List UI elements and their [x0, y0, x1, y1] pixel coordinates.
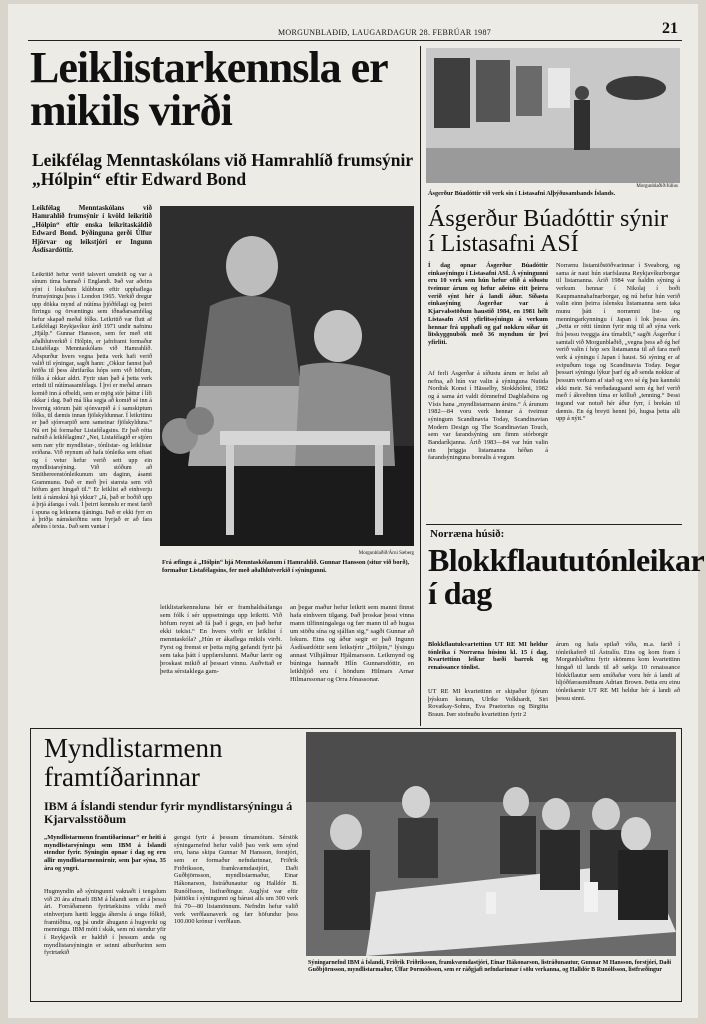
section-rule	[426, 524, 682, 525]
article3-body-col2: árum og hafa spilað víða, m.a. farið í tónleikaferð til Ástralíu. Eins og kom fram í Morgunblaðinu fyrir skömmu kom kvartettinn hingað til lands til að sækja 10 renaissance blokkflautur sem smíðaðar voru hér á landi af hljóðfærasmiðnum Adrian Brown. Þetta eru einu tónleikarnir UT RE MI heldur hér á landi að þessu sinni.	[556, 641, 680, 702]
article4-photo-caption: Sýningarnefnd IBM á Íslandi, Friðrik Friðriksson, framkvæmdastjóri, Einar Hákonarson, listráðunautur, Gunnar M Hansson, forstjóri, Daði Guðbjörnsson, myndlistarmaður, Úlfar Þormóðsson, sem er ráðgjafi nefndarinnar í sölu verkanna, og Halldór B Runólfsson, listfræðingur	[308, 960, 672, 974]
article1-headline: Leiklistarkennsla er mikils virði	[30, 43, 387, 136]
article1-photo-credit: Morgunblaðið/Árni Sæberg	[358, 551, 414, 556]
date-line: MORGUNBLAÐIÐ, LAUGARDAGUR 28. FEBRÚAR 1987	[278, 28, 492, 37]
article2-photo-caption: Ásgerður Búadóttir við verk sín í Listasafni Alþýðusambands Íslands.	[428, 190, 616, 197]
gallery-image	[426, 48, 680, 183]
article2-body-col1: Af ferli Ásgerðar á síðustu árum er helst að nefna, að hún var valin á sýninguna Nutida Nordisk Konst í Hässelby, Stokkhólmi, 1982 og á sama ári valdi dómnefnd Dagblaðsins og Vísis hana „myndlistarmann ársins.“ Á árunum 1982—84 voru verk hennar á tveimur sýningum Scandinavia Today, Scandinavian Modern Design og The Scandinavian Touch, sem var farandsýning um fimm stórborgir Bandaríkjanna. Árið 1983—84 var hún valin ein þriggja listamanna héðan á farandsýninguna borealis á vegum	[428, 370, 548, 462]
ibm-committee-photo	[306, 732, 676, 956]
article3-body-col1: UT RE MI kvartettinn er skipaður fjórum þýskum konum, Ulrike Volkhardt, Siri Rovatkay-Sohns, Eva Praetorius og Birgitta Braun. Þær stofnuðu kvartettinn fyrir 2	[428, 688, 548, 719]
article2-lead: Í dag opnar Ásgerður Búadóttir einkasýningu í Listasafni ASÍ. Á sýningunni eru 10 verk sem hún hefur ofið á síðustu tveimur árum og hefur aðeins eitt þeirra verið sýnt hér á landi áður. Síðasta einkasýning Ásgerðar var á Kjarvalsstöðum haustið 1984, en 1981 hélt Listasafn ASÍ yfirlitssýningu á verkum hennar frá upphafi og gaf nokkru síðar út litskyggnubók með 36 myndum úr því yfirliti.	[428, 262, 548, 346]
article3-headline: Blokkflaututónleikar í dag	[428, 542, 704, 611]
article4-headline: Myndlistarmenn framtíðarinnar	[44, 733, 223, 793]
newspaper-page	[8, 4, 704, 1018]
page-header	[28, 20, 682, 41]
article2-headline: Ásgerður Búadóttir sýnir í Listasafni ASÍ	[428, 206, 668, 258]
article2-photo-credit: Morgunblaðið/Júlíus	[636, 184, 678, 189]
article3-lead: Blokkflautukvartettinn UT RE MI heldur tónleika í Norræna húsinu kl. 15 í dag. Kvartettinn leikur bæði barrok og renaissance tónlist.	[428, 641, 548, 672]
article1-body-col3: an þegar maður hefur leikrit sem manni finnst hafa einhvern tilgang. Það þroskar þessi vinna mann tilfinningalega og fær mann til að hugsa um stöðu sína og sjálfan sig,“ sagði Gunnar að lokum. Eins og áður segir er það Ingunn Ásdísardóttir sem leikstýrir „Hólpin,“ lýsingu annast Vilhjálmur Hjálmarsson. Leikmynd og búninga hannaði Hlín Gunnarsdóttir, en leikhljóð eru í höndum Hilmars Arnar Hilmarssonar og Orra Jónassonar.	[290, 604, 414, 684]
article1-subhead: Leikfélag Menntaskólans við Hamrahlíð frumsýnir „Hólpin“ eftir Edward Bond	[32, 150, 413, 189]
theatre-rehearsal-photo	[160, 206, 414, 546]
article2-body-col2: Norrænu listamiðstöðvarinnar í Sveaborg, og sama ár naut hún starfslauna Reykjavíkurborgar til listamanna. Árið 1984 var haldin sýning á verkum hennar í Nikolaj í boði Kaupmannahafnarborgar, og nú hefur hún verið valin einn þeirra íslensku listamanna sem taka munu þátt í norrænni list- og menningarkynningu í Japan í lok þessa árs. „Þetta er rétti tíminn fyrir mig til að sýna verk frá þessu tveggja ára tímabili,“ sagði Ásgerður í samtali við Morgunblaðið, „vegna þess að ég hef verið valin í hóp sex listamanna til að fara með verk á sýningu í Japan í haust. Sú sýning er af svipuðum toga og Scandinavia Today. Þegar þessari sýningu lýkur þarf ég að senda nokkur af þessum verkum af stað og svo sé ég þau kannski ekki meir. Sú verðadaugsand sem ég hef verið með í ákveðinn tíma er kölluð „tenning.“ Þessi tegund var notuð hér áður fyrr, í brekán til dæmis. En ég breyti henni þó, hugsa þetta allt upp á nýtt.“	[556, 262, 680, 423]
article3-kicker: Norræna húsið:	[430, 528, 505, 540]
article1-photo-caption: Frá æfingu á „Hólpin“ hjá Menntaskólanum í Hamrahlíð. Gunnar Hansson (situr við borð), formaður Listafélagsins, fer með aðalhlutverkið í sýningunni.	[162, 559, 410, 574]
article1-body-col2: leiklistarkennsluna hér er framhaldsáfanga sem fólk í sér uppsetningu upp leikriti. Við höfum reynt að fá það í gegn, en það hefur ekki tekist.“ En hvers virði er leiklist í menntaskóla? „Hún er ákaflega mikils virði. Fyrst og fremst er þetta mjög gefandi fyrir þá sem taka þátt í uppfærslunni. Maður lærir og þroskast mikið af þessari vinnu. Auðvitað er þetta sérstaklega gam-	[160, 604, 282, 676]
article4-subhead: IBM á Íslandi stendur fyrir myndlistarsýningu á Kjarvalsstöðum	[44, 799, 293, 827]
theatre-rehearsal-image	[160, 206, 414, 546]
ibm-committee-image	[306, 732, 676, 956]
article4-body-col1: Hugmyndin að sýningunni vaknaði í tengslum við 20 ára afmæli IBM á Íslandi sem er á þessu ári. Forráðamenn fyrirtækisins vildu með einhverjum hætti leggja áherslu á unga fólkið, framtíðina, og þá undir áhugann á hugverki og menningu. IBM mótt í skák, sem nú stendur yfir í Reykjavík er haldið í þessum anda og myndlistarsýningin er seinni atburðurinn sem fyrirtækið	[44, 888, 166, 957]
gallery-photo	[426, 48, 680, 183]
article1-lead: Leikfélag Menntaskólans við Hamrahlíð frumsýnir í kvöld leikritið „Hólpin“ eftir enska leikritaskáldið Edward Bond. Þýðinguna gerði Úlfur Hjörvar og leikstjóri er Ingunn Ásdísardóttir.	[32, 204, 152, 254]
page-number: 21	[662, 20, 678, 37]
column-divider	[420, 46, 421, 726]
article4-lead: „Myndlistarmenn framtíðarinnar“ er heiti á myndlistarsýningu sem IBM á Íslandi stendur fyrir. Sýningin opnar í dag og eru allir myndlistarmennirnir, sem þar sýna, 35 ára og yngri.	[44, 834, 166, 872]
article4-body-col2: gengst fyrir á þessum tímamótum. Sérstök sýningarnefnd hefur valið þau verk sem sýnd eru, hana skipa Gunnar M Hansson, forstjóri, sem er formaður nefndarinnar, Friðrik Friðriksson, framkvæmdastjóri, Daði Guðbjörnsson, myndlistarmaður, Einar Hákonarson, listráðunautur og Halldór B. Runólfsson, listfræðingur. Auglýst var eftir þátttöku í sýningunni og bárust alls um 300 verk frá 70—80 listamönnum. Nefndin hefur valið verk verðlaunaverk og fær höfundur þess 100.000 krónur í verðlaun.	[174, 834, 298, 926]
article1-body-col1: Leikritið hefur verið talsvert umdeilt og var á sínum tíma bannað í Englandi. Það var aðeins sýnt í lokuðum klúbbum eftir upphaflega frumsýningu þess í London 1965. Verkið dregur upp dökka mynd af nútíma þjóðfélagi og þeirri firringu og örvæntingu sem iðnaðarsamfélag hefur skapað meðal fólks. Leikritið var flutt af Leikfélagi Reykjavíkur árið 1971 undir nafninu „Hjálp.“ Gunnar Hansson, sem fer með eitt aðalhlutverkið í Hólpin, er jafnframt formaður Listafélags Menntaskólans við Hamrahlíð. Aðspurður hvers vegna þetta verk hafi verið valið til sýningar, sagði hann: „Okkur fannst það höfða til þess áhrifaríka hóps sem við höfum, fólks á okkar aldri. Fyrir utan það á þetta verk erindi til nútímasamfélags. Í því er meðal annars komið inn á ofbeldi, sem er mjög stór þáttur í lífi okkar í dag. Það má líka segja að komið sé inn á hvernig störum þátt sjónvarpið á í samskiptum fólks, til dæmis innan fjölskyldunnar. Í leikritinu er það sjónvarpið sem sameinar fjölskylduna.“ Nú ert þú formaður Listafélagsins. Er það rétta nafnið á leikfélaginu? „Nei, Listafélagið er stjórn sem nær yfir myndlistar-, tónlistar- og leiklistar sviðana. Við reynum að hafa tónleika sem oftast og í vetur hefur verið sett upp ein myndlistarsýning. Við stóðum að Smithereenstónleikunum um daginn, ásamt Grammunu. Það er með því stærsta sem við höfum gert hingað til.“ Er leiklist að einhverju leiti á námskrá hjá ykkur? „Já, það er boðið upp á þrjá áfanga í vali. Í þeirri kennslu er mest farið í spuna og leikræna tjáningu. Það er ekki fyrr en á þriðja námskeiðinu sem byrjað er að fara aðeins í texta.. Það sem vantar í	[32, 272, 152, 531]
